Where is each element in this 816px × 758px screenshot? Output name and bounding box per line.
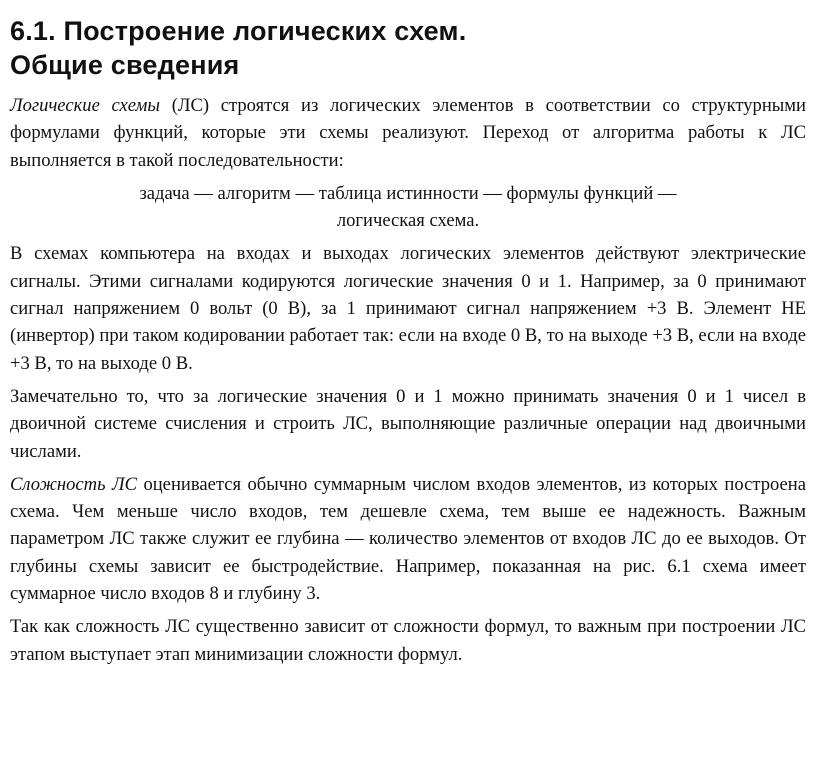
paragraph-signals: В схемах компьютера на входах и выходах логических элементов действуют электрические сигналы. Этими сигналами кодируются логические значения 0 и 1. Например, за 0 принимают сигнал напряжением 0 вольт (0 В), за 1 принимают сигнал напряжением +3 В. Элемент НЕ (инвертор) при таком кодировании работает так: если на входе 0 В, то на выходе +3 В, если на входе +3 В, то на выходе 0 В.	[10, 243, 806, 374]
paragraph-complexity	[10, 471, 806, 607]
sequence-line-2: логическая схема.	[336, 210, 480, 232]
sequence-line-1: задача — алгоритм — таблица истинности — формулы функций —	[139, 182, 677, 204]
paragraph-minimization: Так как сложность ЛС существенно зависит от сложности формул, то важным при построении ЛС этапом выступает этап минимизации сложности формул.	[10, 616, 806, 665]
term-logic-circuits: Логические схемы	[10, 95, 161, 116]
paragraph-logic-circuits-text: (ЛС) строятся из логических элементов в соответствии со структурными формулами функций, которые эти схемы реализуют. Переход от алгоритма работы к ЛС выполняется в такой последовательности:	[10, 95, 806, 171]
paragraph-logic-circuits	[10, 92, 806, 174]
section-heading	[10, 14, 806, 82]
sequence-formula	[10, 180, 806, 235]
paragraph-complexity-text: оценивается обычно суммарным числом входов элементов, из которых построена схема. Чем меньше число входов, тем дешевле схема, тем выше ее надежность. Важным параметром ЛС также служит ее глубина — количество элементов от входов ЛС до ее выходов. От глубины схемы зависит ее быстродействие. Например, показанная на рис. 6.1 схема имеет суммарное число входов 8 и глубину 3.	[10, 473, 806, 605]
term-complexity: Сложность ЛС	[10, 473, 137, 495]
section-heading-line-1: 6.1. Построение логических схем.	[10, 16, 467, 46]
paragraph-binary: Замечательно то, что за логические значения 0 и 1 можно принимать значения 0 и 1 чисел в двоичной системе счисления и строить ЛС, выполняющие различные операции над двоичными числами.	[10, 385, 806, 462]
section-heading-line-2: Общие сведения	[10, 50, 240, 80]
